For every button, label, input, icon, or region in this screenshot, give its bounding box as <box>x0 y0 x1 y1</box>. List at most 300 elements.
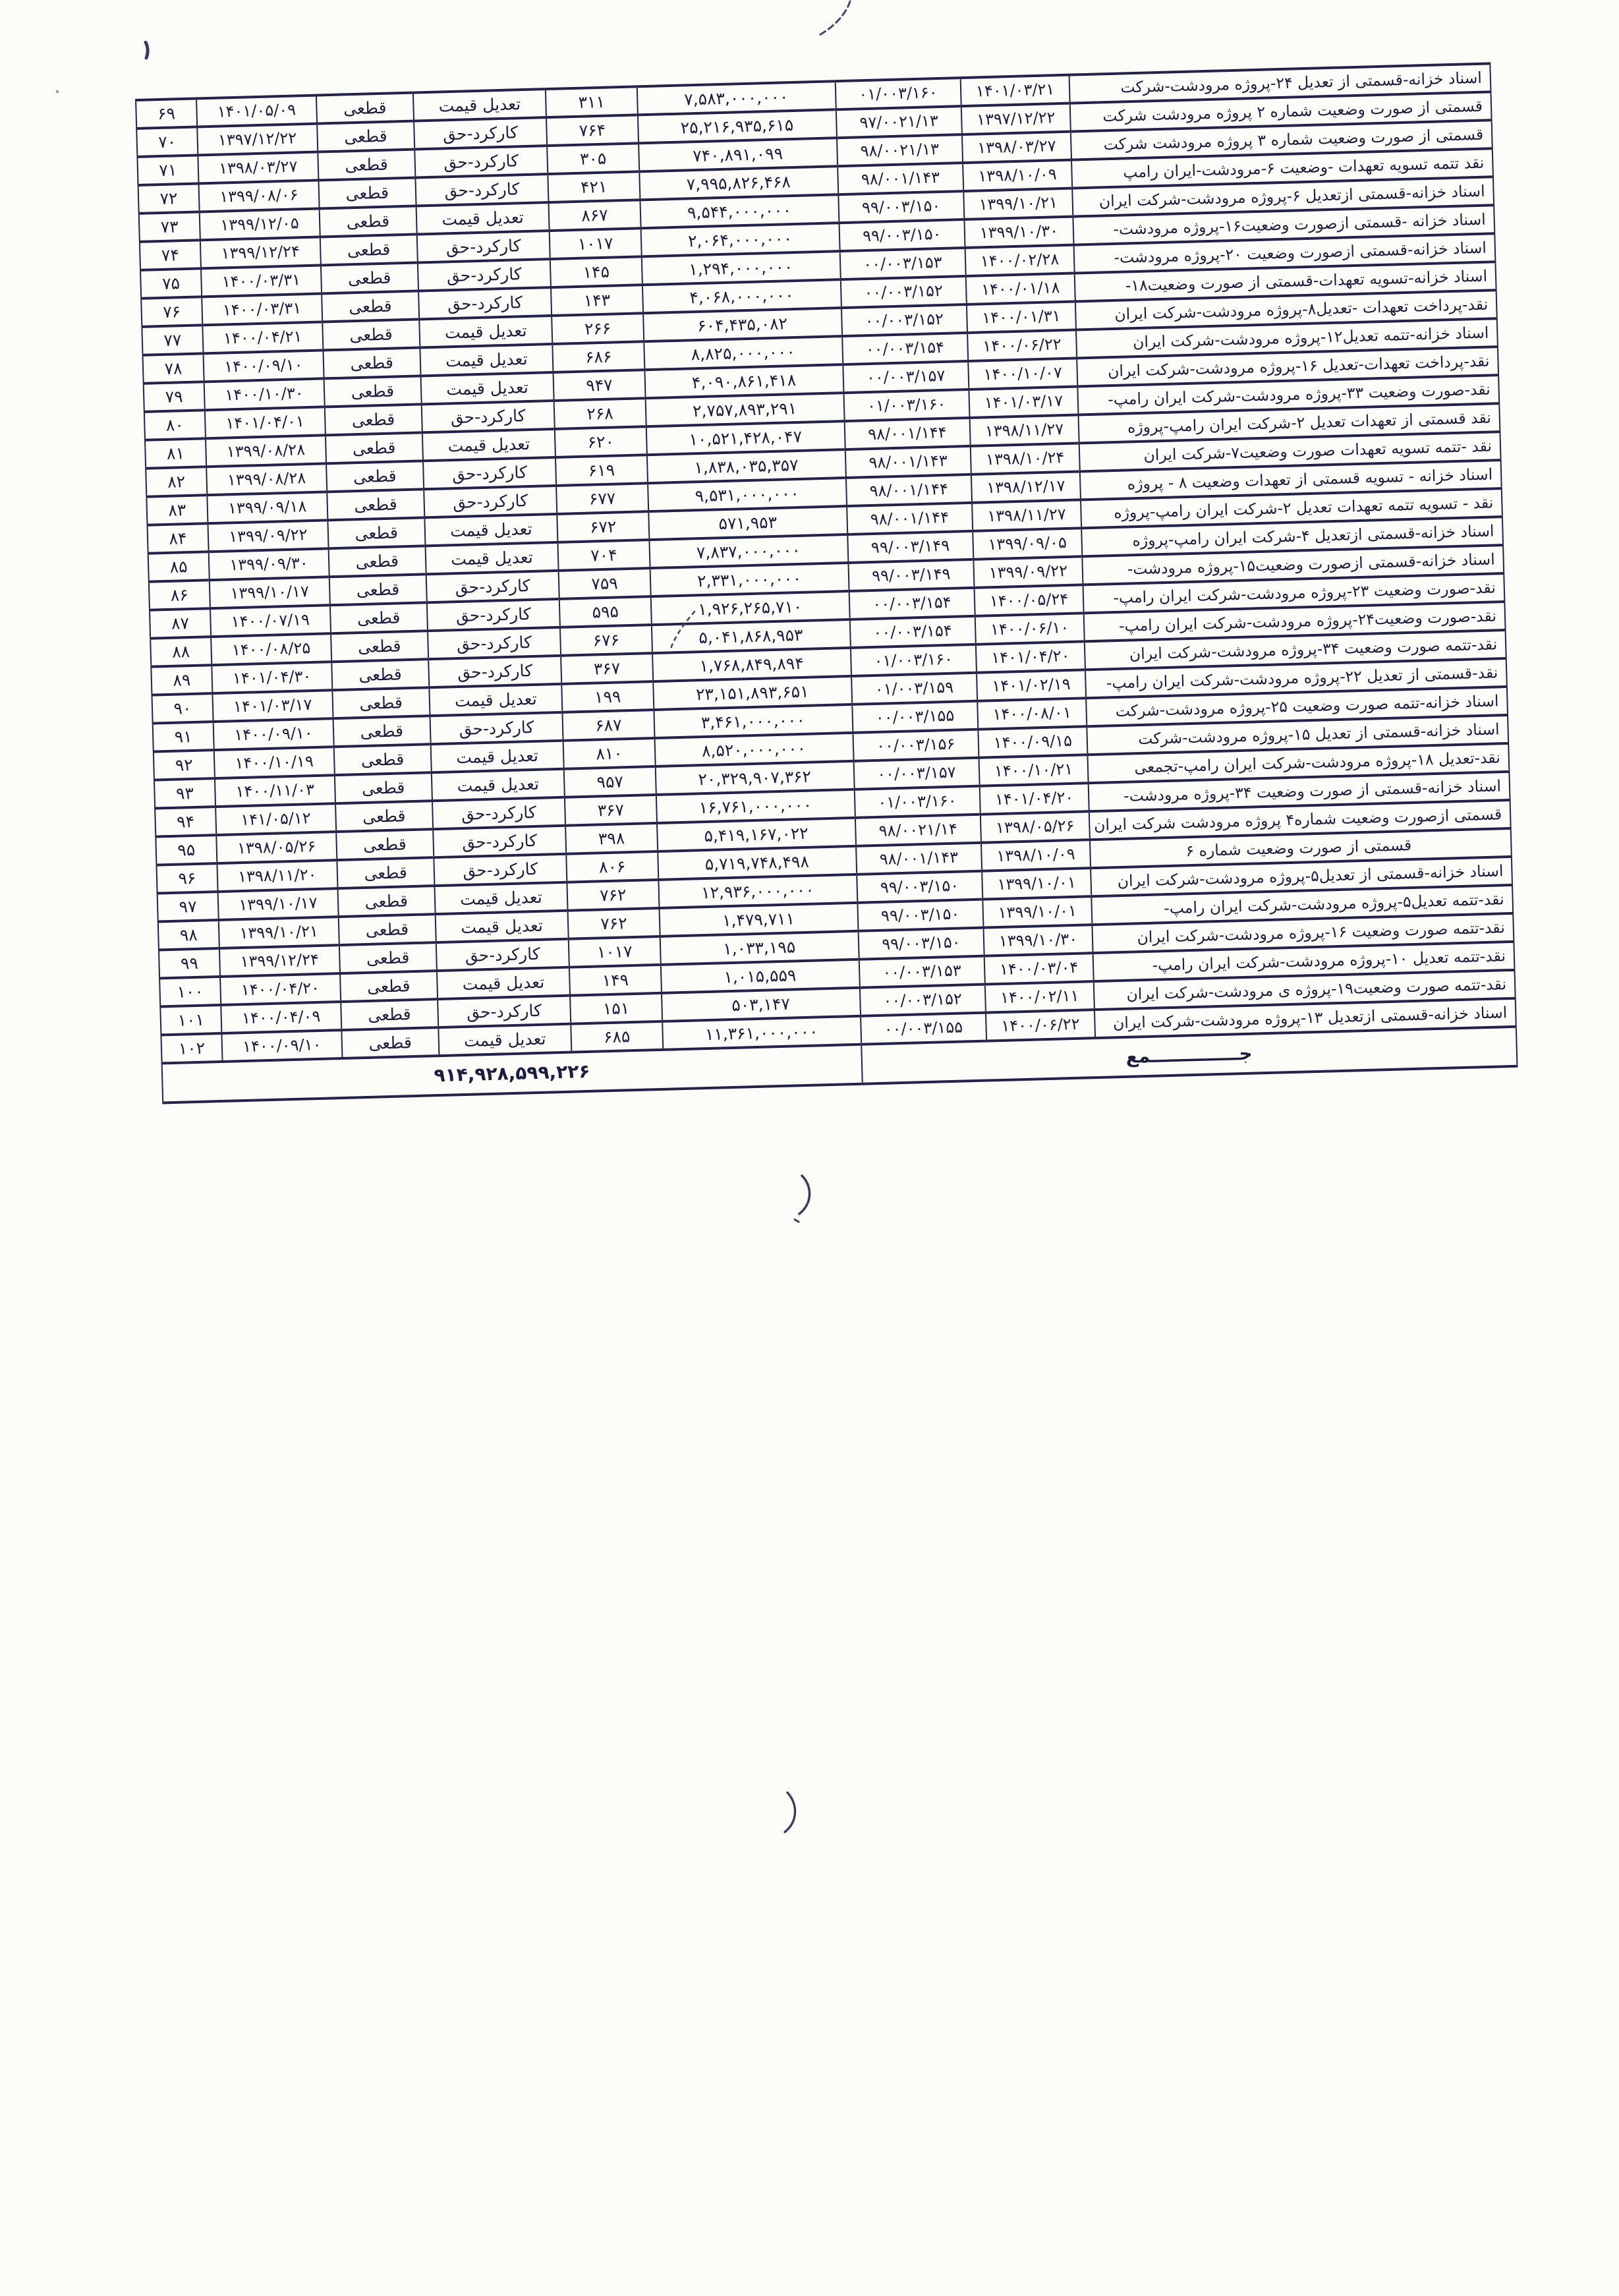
cell-description: اسناد خزانه-قسمتی ازصورت وضعیت ۲۰-پروژه مرودشت- <box>1073 233 1495 273</box>
cell-status: قطعی <box>329 574 427 605</box>
cell-type: کارکرد-حق <box>432 797 566 829</box>
cell-doc-no: ۸۱۰ <box>563 738 655 769</box>
cell-final-date: ۱۳۹۹/۰۸/۰۶ <box>198 181 319 212</box>
cell-no: ۷۹ <box>144 382 205 411</box>
cell-ref: ۹۸/۰۰۲۱/۱۴ <box>855 815 981 846</box>
cell-description: نقد-تتمه تعدیل ۱۰-پروژه مرودشت-شرکت ایران رامپ- <box>1093 942 1514 981</box>
cell-final-date: ۱۴۰۱/۰۴/۰۱ <box>205 407 326 438</box>
cell-doc-date: ۱۳۹۸/۱۰/۰۹ <box>963 160 1072 191</box>
cell-doc-no: ۱۴۵ <box>550 256 642 287</box>
cell-final-date: ۱۴۰۰/۰۴/۲۱ <box>202 322 323 353</box>
cell-amount: ۱,۸۳۸,۰۳۵,۳۵۷ <box>646 449 845 483</box>
cell-ref: ۰۱/۰۰۳/۱۵۹ <box>851 673 978 704</box>
cell-status: قطعی <box>339 914 436 945</box>
cell-amount: ۵,۴۱۹,۱۶۷,۰۲۲ <box>657 818 856 851</box>
cell-final-date: ۱۴۰۰/۰۹/۱۰ <box>221 1030 342 1062</box>
cell-amount: ۲,۳۳۱,۰۰۰,۰۰۰ <box>650 563 849 596</box>
cell-amount: ۷,۵۸۳,۰۰۰,۰۰۰ <box>637 81 836 115</box>
cell-final-date: ۱۳۹۹/۰۸/۲۸ <box>206 435 326 467</box>
cell-type: کارکرد-حق <box>438 996 571 1027</box>
cell-type: کارکرد-حق <box>426 571 559 602</box>
cell-doc-date: ۱۳۹۷/۱۲/۲۲ <box>961 103 1071 134</box>
cell-final-date: ۱۴۰۰/۰۸/۲۵ <box>211 633 331 665</box>
cell-amount: ۵,۷۱۹,۷۴۸,۴۹۸ <box>658 846 857 880</box>
cell-type: کارکرد-حق <box>414 117 548 149</box>
cell-amount: ۱۲,۹۳۶,۰۰۰,۰۰۰ <box>658 875 857 908</box>
cell-type: تعدیل قیمت <box>438 1024 572 1056</box>
cell-ref: ۰۱/۰۰۳/۱۶۰ <box>850 645 977 676</box>
cell-description: نقد -تتمه تسویه تعهدات صورت وضعیت۷-شرکت ایران <box>1079 432 1501 471</box>
cell-description: اسناد خزانه-قسمتی ازتعدیل ۱۳-پروژه مرودشت-شرکت ایران <box>1094 998 1516 1038</box>
cell-final-date: ۱۳۹۹/۰۹/۲۲ <box>208 520 328 552</box>
cell-ref: ۰۱/۰۰۳/۱۶۰ <box>835 78 961 109</box>
cell-no: ۷۶ <box>141 297 202 326</box>
cell-ref: ۹۹/۰۰۳/۱۴۹ <box>847 531 974 563</box>
cell-doc-date: ۱۴۰۰/۰۹/۱۵ <box>978 726 1087 757</box>
cell-type: کارکرد-حق <box>418 259 552 291</box>
cell-type: تعدیل قیمت <box>422 429 556 461</box>
cell-doc-date: ۱۴۰۰/۰۶/۲۲ <box>986 1010 1095 1041</box>
cell-description: اسناد خزانه-قسمتی ازصورت وضعیت۱۵-پروژه مرودشت- <box>1082 545 1504 585</box>
cell-amount: ۱,۲۹۴,۰۰۰,۰۰۰ <box>641 251 840 285</box>
cell-doc-no: ۶۸۵ <box>571 1021 662 1052</box>
cell-description: نقد-تعدیل ۱۸-پروژه مرودشت-شرکت ایران رامپ-تجمعی <box>1087 743 1509 783</box>
cell-amount: ۱,۹۲۶,۲۶۵,۷۱۰ <box>650 591 849 625</box>
cell-doc-date: ۱۴۰۱/۰۳/۱۷ <box>969 386 1078 417</box>
cell-description: اسناد خزانه-قسمتی از تعدیل ۲۴-پروژه مرودشت-شرکت <box>1069 63 1491 103</box>
cell-type: تعدیل قیمت <box>420 372 554 404</box>
pen-mark-lower-paren-icon <box>781 1791 815 1837</box>
cell-final-date: ۱۴۰۰/۰۴/۲۰ <box>220 973 341 1005</box>
cell-amount: ۱,۰۱۵,۵۵۹ <box>660 960 859 993</box>
cell-status: قطعی <box>335 801 433 832</box>
cell-no: ۷۳ <box>139 212 200 241</box>
cell-ref: ۰۰/۰۰۳/۱۵۴ <box>849 588 975 619</box>
cell-no: ۸۱ <box>145 438 206 468</box>
cell-doc-no: ۳۰۵ <box>547 143 639 174</box>
cell-status: قطعی <box>337 886 435 917</box>
cell-final-date: ۱۳۹۹/۰۹/۱۸ <box>207 492 327 523</box>
cell-description: قسمتی ازصورت وضعیت شماره۴ پروژه مرودشت شرکت ایران <box>1089 800 1511 840</box>
cell-doc-date: ۱۴۰۱/۰۲/۱۹ <box>977 670 1086 701</box>
cell-status: قطعی <box>333 716 430 747</box>
cell-ref: ۰۰/۰۰۳/۱۵۷ <box>843 361 969 393</box>
cell-type: کارکرد-حق <box>416 231 550 262</box>
cell-status: قطعی <box>322 291 419 322</box>
cell-status: قطعی <box>332 687 430 718</box>
cell-amount: ۸,۵۲۰,۰۰۰,۰۰۰ <box>654 733 853 766</box>
summary-label: جــــــــــــــمع <box>861 1027 1518 1084</box>
cell-doc-date: ۱۴۰۰/۰۶/۲۲ <box>967 330 1077 361</box>
cell-doc-date: ۱۴۰۰/۰۵/۲۴ <box>975 585 1084 616</box>
cell-type: کارکرد-حق <box>424 486 557 517</box>
cell-doc-no: ۷۶۲ <box>568 908 660 939</box>
cell-amount: ۲۰,۳۲۹,۹۰۷,۳۶۲ <box>655 761 854 795</box>
cell-no: ۷۷ <box>142 325 203 355</box>
cell-ref: ۹۷/۰۰۲۱/۱۳ <box>836 106 962 138</box>
cell-type: کارکرد-حق <box>428 627 561 659</box>
cell-doc-date: ۱۳۹۹/۱۰/۰۱ <box>982 868 1091 899</box>
cell-doc-no: ۹۵۷ <box>564 766 656 797</box>
cell-final-date: ۱۴۰۱/۰۴/۳۰ <box>212 662 332 693</box>
cell-doc-date: ۱۴۰۱/۰۳/۲۱ <box>961 75 1070 106</box>
cell-no: ۹۸ <box>158 920 219 950</box>
cell-doc-no: ۵۹۵ <box>559 596 651 627</box>
cell-amount: ۴,۰۶۸,۰۰۰,۰۰۰ <box>642 279 841 313</box>
cell-no: ۸۰ <box>144 410 206 440</box>
cell-doc-date: ۱۳۹۸/۱۰/۰۹ <box>981 840 1091 871</box>
financial-documents-table <box>135 62 1518 1104</box>
cell-doc-date: ۱۳۹۸/۰۵/۲۶ <box>980 811 1090 842</box>
cell-description: قسمتی از صورت وضعیت شماره ۳ پروژه مرودشت شرکت <box>1071 120 1492 159</box>
cell-description: اسناد خزانه-تتمه صورت وضعیت ۲۵-پروژه مرودشت-شرکت <box>1086 687 1508 726</box>
cell-description: نقد-صورت وضعیت ۳۳-پروژه مرودشت-شرکت ایران رامپ- <box>1077 375 1499 415</box>
cell-amount: ۵۷۱,۹۵۳ <box>648 506 847 540</box>
cell-description: اسناد خزانه-قسمتی ازتعدیل ۴-شرکت ایران رامپ-پروژه <box>1081 517 1503 556</box>
cell-doc-no: ۴۲۱ <box>548 171 640 202</box>
cell-type: تعدیل قیمت <box>437 967 571 999</box>
cell-description: نقد-تتمه صورت وضعیت۱۹-پروژه ی مرودشت-شرکت ایران <box>1094 970 1516 1010</box>
cell-final-date: ۱۳۹۹/۱۰/۲۱ <box>219 917 339 948</box>
cell-doc-no: ۹۴۷ <box>554 370 645 401</box>
cell-amount: ۷,۹۹۵,۸۲۶,۴۶۸ <box>639 166 838 200</box>
cell-doc-date: ۱۴۰۰/۰۱/۱۸ <box>966 273 1075 304</box>
cell-final-date: ۱۳۹۹/۱۲/۰۵ <box>200 209 320 241</box>
cell-description: اسناد خزانه-قسمتی از تعدیل ۱۵-پروژه مرودشت-شرکت <box>1087 715 1508 755</box>
cell-doc-no: ۶۸۶ <box>553 341 644 372</box>
cell-amount: ۹,۵۴۴,۰۰۰,۰۰۰ <box>640 194 839 228</box>
cell-final-date: ۱۳۹۹/۰۹/۳۰ <box>209 548 329 580</box>
cell-doc-no: ۷۰۴ <box>558 540 650 571</box>
cell-no: ۱۰۱ <box>160 1005 221 1035</box>
cell-description: نقد تتمه تسویه تعهدات -وضعیت ۶-مرودشت-ایران رامپ <box>1071 148 1493 188</box>
cell-doc-date: ۱۳۹۸/۱۱/۲۷ <box>970 415 1079 445</box>
cell-doc-date: ۱۴۰۰/۰۶/۱۰ <box>975 613 1085 644</box>
cell-type: تعدیل قیمت <box>425 542 559 574</box>
cell-status: قطعی <box>339 942 437 973</box>
cell-status: قطعی <box>328 546 426 577</box>
cell-amount: ۲,۰۶۴,۰۰۰,۰۰۰ <box>640 223 839 256</box>
cell-doc-no: ۱۴۹ <box>569 965 661 996</box>
cell-description: اسناد خزانه-قسمتی از تعدیل۵-پروژه مرودشت-شرکت ایران <box>1091 857 1512 896</box>
cell-final-date: ۱۳۹۹/۱۰/۱۷ <box>217 888 338 920</box>
cell-doc-no: ۳۶۷ <box>561 653 652 684</box>
summary-total-amount: ۹۱۴,۹۲۸,۵۹۹,۲۲۶ <box>162 1045 863 1103</box>
cell-ref: ۹۸/۰۰۱/۱۴۴ <box>847 503 973 534</box>
cell-amount: ۵۰۳,۱۴۷ <box>662 988 861 1021</box>
cell-doc-no: ۷۶۴ <box>546 115 638 146</box>
cell-no: ۸۹ <box>151 665 212 695</box>
cell-type: تعدیل قیمت <box>430 741 564 772</box>
cell-no: ۹۲ <box>154 750 215 780</box>
cell-status: قطعی <box>316 93 414 124</box>
cell-amount: ۶۰۴,۴۳۵,۰۸۲ <box>643 308 842 341</box>
cell-no: ۶۹ <box>136 98 197 128</box>
cell-type: تعدیل قیمت <box>413 89 547 121</box>
cell-description: نقد قسمتی از تعهدات تعدیل ۲-شرکت ایران رامپ-پروژه <box>1078 403 1500 443</box>
cell-final-date: ۱۴۰۰/۱۰/۳۰ <box>204 378 325 410</box>
cell-doc-no: ۱۵۱ <box>570 993 662 1024</box>
cell-ref: ۹۸/۰۰۱/۱۴۳ <box>838 163 964 194</box>
cell-doc-date: ۱۴۰۰/۰۸/۰۱ <box>977 698 1087 729</box>
cell-ref: ۰۰/۰۰۳/۱۵۲ <box>841 304 967 336</box>
cell-doc-date: ۱۴۰۱/۰۴/۲۰ <box>980 783 1089 814</box>
cell-ref: ۰۰/۰۰۳/۱۵۳ <box>839 248 966 279</box>
cell-doc-date: ۱۴۰۱/۰۴/۲۰ <box>976 641 1085 672</box>
cell-final-date: ۱۴۰۰/۱۰/۱۹ <box>214 747 335 778</box>
cell-description: قسمتی از صورت وضعیت شماره ۶ <box>1090 828 1512 868</box>
cell-type: تعدیل قیمت <box>419 316 553 347</box>
cell-amount: ۴,۰۹۰,۸۶۱,۴۱۸ <box>644 364 843 398</box>
cell-doc-date: ۱۳۹۸/۱۲/۱۷ <box>971 471 1081 502</box>
cell-doc-no: ۶۷۲ <box>557 511 649 542</box>
cell-description: اسناد خزانه -قسمتی ازصورت وضعیت۱۶-پروژه مرودشت- <box>1073 205 1494 244</box>
pen-mark-middle-paren-icon <box>794 1174 828 1224</box>
cell-amount: ۲,۷۵۷,۸۹۳,۲۹۱ <box>645 393 844 426</box>
cell-amount: ۷۴۰,۸۹۱,۰۹۹ <box>639 138 838 171</box>
cell-ref: ۹۹/۰۰۳/۱۵۰ <box>839 219 965 251</box>
cell-doc-no: ۶۱۹ <box>555 455 647 486</box>
cell-final-date: ۱۳۹۸/۱۱/۲۰ <box>217 860 337 892</box>
cell-doc-date: ۱۴۰۰/۱۰/۲۱ <box>979 755 1089 786</box>
cell-ref: ۹۹/۰۰۳/۱۵۰ <box>858 928 984 960</box>
cell-status: قطعی <box>331 659 429 690</box>
cell-no: ۸۸ <box>150 637 212 666</box>
cell-status: قطعی <box>341 1027 439 1058</box>
cell-doc-date: ۱۳۹۸/۱۰/۲۴ <box>971 443 1080 474</box>
cell-status: قطعی <box>318 178 416 209</box>
cell-no: ۷۴ <box>140 240 201 270</box>
cell-description: اسناد خزانه - تسویه قسمتی از تعهدات وضعیت ۸ - پروژه <box>1080 460 1502 500</box>
cell-status: قطعی <box>330 602 428 633</box>
cell-status: قطعی <box>318 150 415 181</box>
cell-doc-no: ۶۷۷ <box>556 483 648 514</box>
cell-description: نقد-تتمه تعدیل۵-پروژه مرودشت-شرکت ایران رامپ- <box>1091 885 1513 925</box>
cell-doc-no: ۱۹۹ <box>562 681 654 712</box>
cell-final-date: ۱۳۹۸/۰۳/۲۷ <box>198 152 318 184</box>
cell-amount: ۵,۰۴۱,۸۶۸,۹۵۳ <box>651 619 850 653</box>
cell-status: قطعی <box>317 121 414 152</box>
cell-amount: ۷,۸۳۷,۰۰۰,۰۰۰ <box>649 534 848 568</box>
cell-status: قطعی <box>320 235 418 266</box>
cell-status: قطعی <box>341 999 438 1030</box>
cell-final-date: ۱۴۰۰/۰۷/۱۹ <box>210 605 331 637</box>
cell-no: ۸۴ <box>148 523 209 553</box>
cell-type: کارکرد-حق <box>421 401 555 432</box>
cell-doc-no: ۶۷۶ <box>560 625 652 656</box>
cell-doc-date: ۱۳۹۹/۱۰/۳۰ <box>964 217 1073 248</box>
cell-no: ۷۲ <box>138 183 200 213</box>
cell-doc-no: ۸۰۶ <box>566 851 658 882</box>
cell-type: کارکرد-حق <box>418 287 552 319</box>
cell-final-date: ۱۳۹۸/۰۵/۲۶ <box>216 832 337 863</box>
cell-status: قطعی <box>326 461 424 492</box>
cell-description: نقد-تتمه صورت وضعیت ۱۶-پروژه مرودشت-شرکت ایران <box>1092 913 1514 953</box>
cell-doc-date: ۱۳۹۸/۱۱/۲۷ <box>972 500 1081 531</box>
cell-status: قطعی <box>326 432 423 463</box>
cell-doc-no: ۶۲۰ <box>555 426 646 457</box>
cell-amount: ۱,۴۷۹,۷۱۱ <box>659 903 858 936</box>
cell-ref: ۹۹/۰۰۳/۱۵۰ <box>857 900 984 931</box>
cell-description: اسناد خزانه-تسویه تعهدات-قسمتی از صورت وضعیت۱۸- <box>1075 262 1496 301</box>
cell-type: کارکرد-حق <box>430 712 563 744</box>
cell-no: ۸۳ <box>146 495 208 525</box>
cell-no: ۹۹ <box>159 948 220 978</box>
cell-ref: ۰۰/۰۰۳/۱۵۵ <box>861 1013 987 1045</box>
cell-doc-no: ۶۸۷ <box>563 710 654 741</box>
cell-ref: ۹۹/۰۰۳/۱۴۹ <box>848 560 975 591</box>
cell-status: قطعی <box>323 347 420 378</box>
cell-amount: ۲۳,۱۵۱,۸۹۳,۶۵۱ <box>653 676 852 710</box>
cell-doc-no: ۷۶۲ <box>567 880 659 911</box>
cell-amount: ۱,۰۳۳,۱۹۵ <box>660 931 859 965</box>
cell-doc-date: ۱۳۹۸/۰۳/۲۷ <box>962 132 1071 163</box>
cell-doc-date: ۱۴۰۰/۰۲/۲۸ <box>965 245 1075 276</box>
cell-status: قطعی <box>324 376 421 407</box>
cell-no: ۸۲ <box>146 467 207 496</box>
cell-description: قسمتی از صورت وضعیت شماره ۲ پروژه مرودشت شرکت <box>1070 92 1492 131</box>
cell-doc-date: ۱۴۰۰/۱۰/۰۷ <box>968 358 1077 389</box>
cell-type: کارکرد-حق <box>428 656 562 687</box>
cell-ref: ۰۰/۰۰۳/۱۵۴ <box>849 616 976 648</box>
cell-ref: ۹۹/۰۰۳/۱۵۰ <box>838 191 965 223</box>
cell-type: کارکرد-حق <box>427 599 561 631</box>
cell-ref: ۹۹/۰۰۳/۱۵۰ <box>857 871 983 903</box>
cell-final-date: ۱۳۹۹/۱۲/۲۴ <box>200 237 321 268</box>
cell-no: ۸۷ <box>150 608 211 638</box>
cell-final-date: ۱۴۰۰/۱۱/۰۳ <box>215 775 335 807</box>
cell-doc-no: ۲۶۸ <box>554 398 646 429</box>
cell-final-date: ۱۳۹۹/۱۲/۲۴ <box>219 945 340 977</box>
pen-mark-speck-icon <box>54 88 61 95</box>
cell-amount: ۳,۴۶۱,۰۰۰,۰۰۰ <box>654 704 853 738</box>
cell-final-date: ۱۴۰۱/۰۳/۱۷ <box>212 690 333 722</box>
cell-no: ۸۵ <box>148 552 210 581</box>
cell-status: قطعی <box>334 744 432 775</box>
cell-status: قطعی <box>337 857 434 888</box>
cell-no: ۹۱ <box>153 722 214 751</box>
cell-ref: ۰۰/۰۰۳/۱۵۲ <box>840 276 967 308</box>
cell-type: تعدیل قیمت <box>420 344 554 376</box>
cell-doc-date: ۱۴۰۰/۰۱/۳۱ <box>967 302 1076 333</box>
pen-mark-tick-icon <box>142 41 154 61</box>
cell-description: نقد-پرداخت تعهدات-تعدیل ۱۶-پروژه مرودشت-شرکت ایران <box>1077 347 1498 386</box>
cell-type: کارکرد-حق <box>423 457 557 489</box>
cell-description: اسناد خزانه-قسمتی ازتعدیل ۶-پروژه مرودشت-شرکت ایران <box>1072 177 1494 216</box>
cell-description: نقد - تسویه تتمه تعهدات تعدیل ۲-شرکت ایران رامپ-پروژه <box>1081 488 1502 528</box>
cell-ref: ۰۰/۰۰۳/۱۵۶ <box>853 730 979 761</box>
cell-amount: ۱۰,۵۲۱,۴۲۸,۰۴۷ <box>646 421 845 455</box>
cell-status: قطعی <box>331 631 428 662</box>
cell-amount: ۱۱,۳۶۱,۰۰۰,۰۰۰ <box>662 1016 861 1050</box>
cell-final-date: ۱۴۱/۰۵/۱۲ <box>215 803 336 835</box>
cell-doc-date: ۱۳۹۹/۱۰/۳۰ <box>984 925 1093 956</box>
cell-status: قطعی <box>319 206 416 237</box>
cell-status: قطعی <box>336 829 434 860</box>
cell-final-date: ۱۴۰۰/۰۴/۰۹ <box>221 1002 341 1033</box>
cell-ref: ۰۰/۰۰۳/۱۵۳ <box>859 956 985 988</box>
cell-status: قطعی <box>321 262 418 293</box>
cell-type: کارکرد-حق <box>414 146 548 177</box>
cell-status: قطعی <box>335 772 432 803</box>
cell-ref: ۹۸/۰۰۱/۱۴۴ <box>844 418 971 449</box>
cell-doc-no: ۲۶۶ <box>552 313 643 344</box>
cell-status: قطعی <box>340 971 438 1002</box>
cell-no: ۱۰۲ <box>161 1033 222 1063</box>
cell-description: نقد-قسمتی از تعدیل ۲۲-پروژه مرودشت-شرکت ایران رامپ- <box>1085 658 1507 698</box>
cell-ref: ۹۸/۰۰۱/۱۴۴ <box>845 474 972 506</box>
cell-final-date: ۱۳۹۹/۰۸/۲۸ <box>206 463 327 495</box>
cell-type: تعدیل قیمت <box>435 911 569 942</box>
cell-no: ۱۰۰ <box>159 977 221 1006</box>
cell-doc-no: ۱۰۱۷ <box>569 936 660 967</box>
cell-no: ۹۴ <box>155 807 216 836</box>
cell-doc-no: ۷۵۹ <box>559 568 650 599</box>
cell-status: قطعی <box>327 517 425 548</box>
cell-no: ۷۱ <box>137 155 198 185</box>
cell-ref: ۹۸/۰۰۱/۱۴۳ <box>856 843 982 875</box>
cell-amount: ۸,۸۲۵,۰۰۰,۰۰۰ <box>644 336 843 370</box>
cell-description: نقد-پرداخت تعهدات -تعدیل۸-پروژه مرودشت-شرکت ایران <box>1075 290 1497 330</box>
cell-ref: ۰۱/۰۰۳/۱۶۰ <box>843 389 970 421</box>
cell-no: ۹۳ <box>154 778 215 808</box>
cell-ref: ۰۰/۰۰۳/۱۵۴ <box>842 333 969 364</box>
cell-type: تعدیل قیمت <box>416 202 550 234</box>
cell-status: قطعی <box>327 489 424 520</box>
cell-no: ۹۶ <box>156 863 217 893</box>
cell-amount: ۱۶,۷۶۱,۰۰۰,۰۰۰ <box>656 789 855 823</box>
cell-type: کارکرد-حق <box>436 939 569 971</box>
cell-ref: ۰۰/۰۰۳/۱۵۷ <box>853 758 980 789</box>
cell-description: نقد-تتمه صورت وضعیت ۳۴-پروژه مرودشت-شرکت ایران <box>1085 630 1506 670</box>
cell-final-date: ۱۴۰۰/۰۳/۳۱ <box>201 265 322 297</box>
cell-doc-no: ۳۶۷ <box>565 795 656 826</box>
cell-description: اسناد خزانه-قسمتی از صورت وضعیت ۳۴-پروژه مرودشت- <box>1088 772 1510 811</box>
cell-no: ۷۵ <box>140 268 202 298</box>
cell-no: ۸۶ <box>149 580 210 610</box>
cell-doc-date: ۱۳۹۹/۰۹/۰۵ <box>973 528 1082 559</box>
cell-ref: ۹۸/۰۰۱/۱۴۳ <box>845 446 971 478</box>
cell-type: تعدیل قیمت <box>431 769 565 801</box>
cell-status: قطعی <box>325 404 422 435</box>
cell-no: ۷۰ <box>136 127 198 156</box>
cell-no: ۹۷ <box>157 892 219 921</box>
cell-description: نقد-صورت وضعیت۲۴-پروژه مرودشت-شرکت ایران رامپ- <box>1083 602 1505 641</box>
cell-doc-date: ۱۴۰۰/۰۳/۰۴ <box>984 953 1094 984</box>
cell-amount: ۲۵,۲۱۶,۹۳۵,۶۱۵ <box>638 109 837 143</box>
cell-doc-no: ۳۱۱ <box>546 86 637 117</box>
cell-type: تعدیل قیمت <box>424 514 558 546</box>
cell-doc-date: ۱۳۹۹/۰۹/۲۲ <box>973 556 1083 587</box>
cell-doc-date: ۱۳۹۹/۱۰/۰۱ <box>982 896 1092 927</box>
cell-type: کارکرد-حق <box>415 174 549 206</box>
cell-type: کارکرد-حق <box>433 826 567 857</box>
cell-ref: ۹۸/۰۰۲۱/۱۳ <box>837 134 963 166</box>
cell-no: ۹۰ <box>152 693 213 723</box>
cell-final-date: ۱۴۰۰/۰۳/۳۱ <box>202 293 322 325</box>
cell-final-date: ۱۴۰۰/۰۹/۱۰ <box>213 718 333 750</box>
cell-doc-date: ۱۳۹۹/۱۰/۲۱ <box>963 188 1073 219</box>
cell-doc-no: ۸۶۷ <box>549 200 640 231</box>
cell-type: تعدیل قیمت <box>434 882 568 914</box>
cell-no: ۷۸ <box>143 353 204 383</box>
cell-ref: ۰۱/۰۰۳/۱۶۰ <box>854 786 980 818</box>
cell-ref: ۰۰/۰۰۳/۱۵۵ <box>852 701 979 733</box>
cell-final-date: ۱۴۰۰/۰۹/۱۰ <box>203 350 324 382</box>
cell-type: تعدیل قیمت <box>429 684 563 716</box>
cell-final-date: ۱۳۹۹/۱۰/۱۷ <box>210 577 330 608</box>
cell-doc-no: ۱۴۳ <box>551 285 642 316</box>
